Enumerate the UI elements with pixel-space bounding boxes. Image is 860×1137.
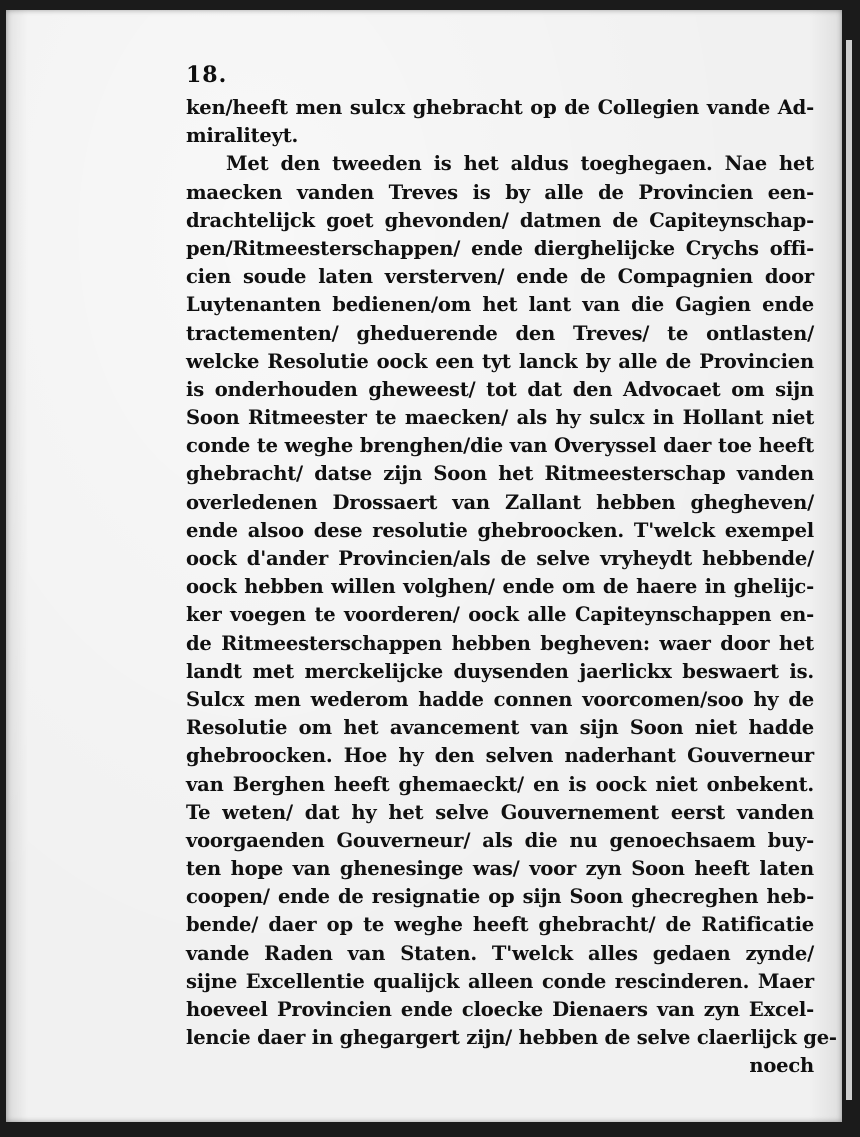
text-line: van Berghen heeft ghemaeckt/ en is oock niet onbekent. xyxy=(186,772,814,796)
text-line: tractementen/ gheduerende den Treves/ te ontlasten/ xyxy=(186,321,814,345)
text-line: oock d'ander Provincien/als de selve vryheydt hebbende/ xyxy=(186,547,814,570)
text-line: drachtelijck goet ghevonden/ datmen de Capiteynschap- xyxy=(186,208,814,232)
text-line: miraliteyt. xyxy=(186,124,299,148)
text-line: ten hope van ghenesinge was/ voor zyn Soon heeft laten xyxy=(186,857,814,881)
text-line: hoeveel Provincien ende cloecke Dienaers van zyn Excel- xyxy=(186,998,814,1021)
text-line: oock hebben willen volghen/ ende om de haere in ghelijc- xyxy=(186,575,814,599)
text-line: Luytenanten bedienen/om het lant van die Gagien ende xyxy=(186,293,814,317)
text-line: overledenen Drossaert van Zallant hebben ghegheven/ xyxy=(186,490,814,514)
text-line: maecken vanden Treves is by alle de Provincien een- xyxy=(186,180,814,204)
text-line: welcke Resolutie oock een tyt lanck by alle de Provincien xyxy=(186,349,814,373)
text-line: Soon Ritmeester te maecken/ als hy sulcx in Hollant niet xyxy=(186,406,814,430)
text-line: sijne Excellentie qualijck alleen conde rescinderen. Maer xyxy=(186,969,814,993)
text-line: Resolutie om het avancement van sijn Soon niet hadde xyxy=(186,716,814,740)
text-line: ende alsoo dese resolutie ghebroocken. T'welck exempel xyxy=(186,518,814,542)
text-line: is onderhouden gheweest/ tot dat den Advocaet om sijn xyxy=(186,377,814,401)
text-line: landt met merckelijcke duysenden jaerlickx beswaert is. xyxy=(186,659,814,683)
text-line: Te weten/ dat hy het selve Gouvernement eerst vanden xyxy=(186,800,814,824)
text-line: conde te weghe brenghen/die van Overyssel daer toe heeft xyxy=(186,434,814,458)
text-line: pen/Ritmeesterschappen/ ende dierghelijcke Crychs offi- xyxy=(186,236,814,260)
text-line: lencie daer in ghegargert zijn/ hebben de selve claerlijck ge- xyxy=(186,1026,837,1050)
text-line: ken/heeft men sulcx ghebracht op de Collegien vande Ad- xyxy=(186,96,814,119)
text-line: ker voegen te voorderen/ oock alle Capiteynschappen en- xyxy=(186,603,814,627)
text-line: de Ritmeesterschappen hebben begheven: waer door het xyxy=(186,631,814,655)
text-line: bende/ daer op te weghe heeft ghebracht/ de Ratificatie xyxy=(186,913,814,937)
adjacent-page-edge xyxy=(846,40,852,1100)
page-number: 18. xyxy=(186,62,228,88)
text-line: coopen/ ende de resignatie op sijn Soon ghecreghen heb- xyxy=(186,885,814,909)
text-line: cien soude laten versterven/ ende de Compagnien door xyxy=(186,265,814,289)
text-line: ghebracht/ datse zijn Soon het Ritmeesterschap vanden xyxy=(186,462,814,486)
text-line: Met den tweeden is het aldus toeghegaen. Nae het xyxy=(226,152,814,176)
text-line: ghebroocken. Hoe hy den selven naderhant Gouverneur xyxy=(186,744,814,768)
catchword: noech xyxy=(749,1054,814,1078)
text-line: Sulcx men wederom hadde connen voorcomen/soo hy de xyxy=(186,687,814,711)
body-text xyxy=(186,94,837,1081)
text-line: vande Raden van Staten. T'welck alles gedaen zynde/ xyxy=(186,941,814,965)
text-line: voorgaenden Gouverneur/ als die nu genoechsaem buy- xyxy=(186,828,814,852)
